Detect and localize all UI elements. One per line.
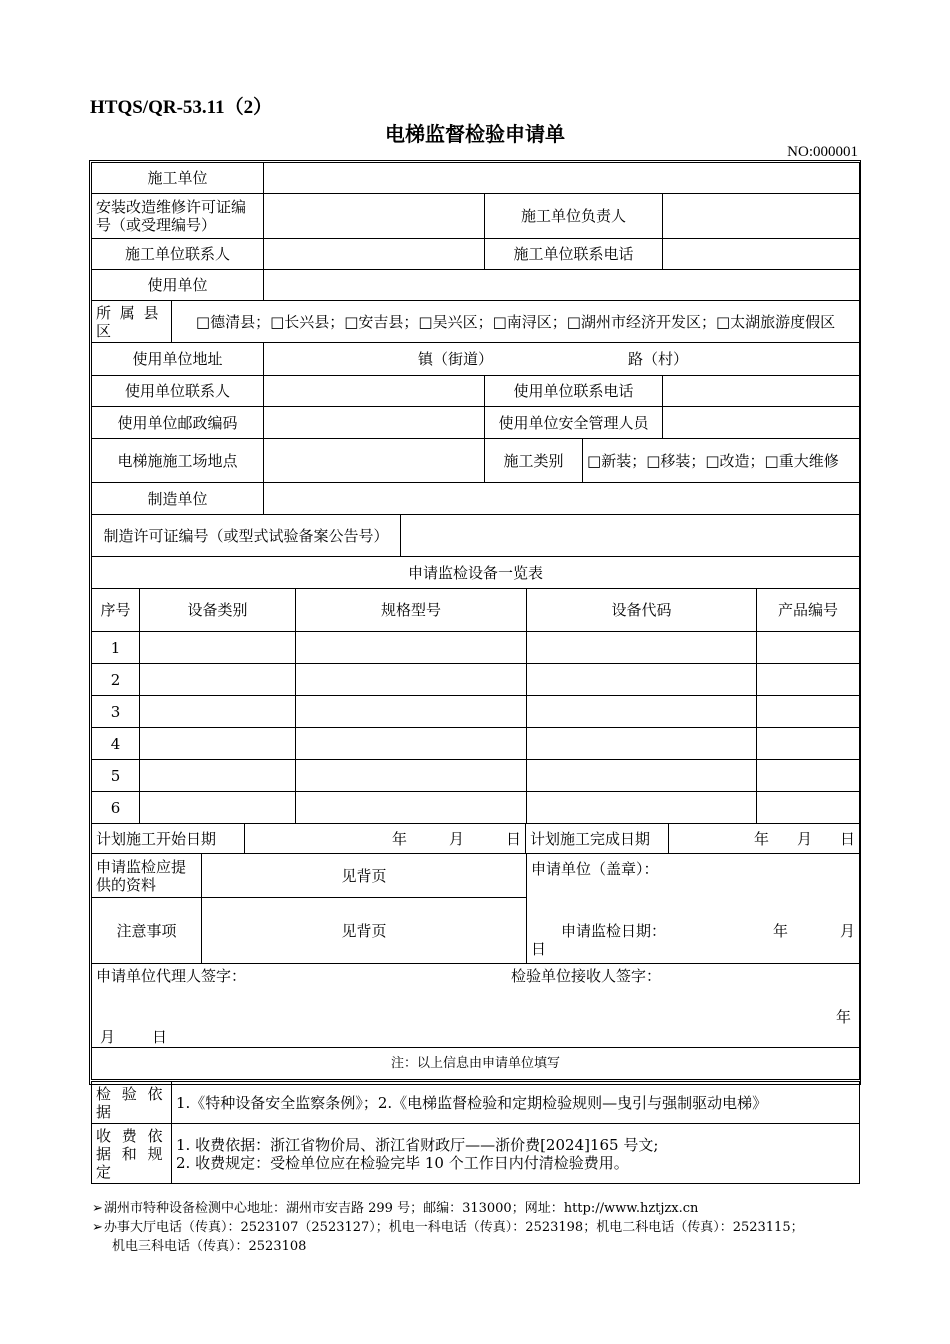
footer-line-2: 办事大厅电话（传真）：2523107（2523127）；机电一科电话（传真）：2523198；机电二科电话（传真）：2523115； — [104, 1220, 804, 1235]
table-row — [92, 792, 860, 824]
footer-phones-cont — [112, 1237, 306, 1256]
table-row — [92, 696, 860, 728]
fee-label: 收 费 依据 和 规定 — [92, 1124, 172, 1184]
manufacturer-label: 制造单位 — [92, 483, 264, 515]
row-code-cell[interactable] — [527, 760, 757, 792]
table-row — [92, 632, 860, 664]
row-product-cell[interactable] — [757, 696, 860, 728]
signature-table — [91, 963, 860, 1080]
equipment-table — [91, 588, 860, 824]
construction-leader-field[interactable] — [663, 194, 860, 239]
row-model-cell[interactable] — [296, 664, 527, 696]
row-code-cell[interactable] — [527, 632, 757, 664]
row-product-cell[interactable] — [757, 792, 860, 824]
apply-date-day: 日 — [531, 940, 547, 958]
table-row — [92, 664, 860, 696]
site-field[interactable] — [264, 439, 485, 483]
row-type-cell[interactable] — [140, 696, 296, 728]
materials-table — [91, 853, 860, 964]
dates-table — [91, 823, 860, 854]
plan-end-label: 计划施工完成日期 — [526, 824, 669, 854]
row-seq: 5 — [92, 760, 140, 792]
fee-line-1: 1. 收费依据：浙江省物价局、浙江省财政厅——浙价费[2024]165 号文; — [176, 1135, 659, 1154]
row-code-cell[interactable] — [527, 664, 757, 696]
county-label: 所 属 县区 — [92, 301, 172, 343]
work-type-label: 施工类别 — [485, 439, 583, 483]
row-model-cell[interactable] — [296, 792, 527, 824]
construction-contact-label: 施工单位联系人 — [92, 239, 264, 270]
signature-cell[interactable] — [92, 964, 860, 1048]
col-seq-header: 序号 — [92, 589, 140, 632]
user-safety-manager-field[interactable] — [663, 407, 860, 439]
user-unit-label: 使用单位 — [92, 270, 264, 301]
basis-label: 检 验 依据 — [92, 1082, 172, 1124]
row-seq: 6 — [92, 792, 140, 824]
row-seq: 1 — [92, 632, 140, 664]
materials-see-back: 见背页 — [202, 854, 527, 898]
construction-unit-field[interactable] — [264, 163, 860, 194]
footer-address — [92, 1199, 698, 1218]
user-postcode-field[interactable] — [264, 407, 485, 439]
row-seq: 4 — [92, 728, 140, 760]
materials-label: 申请监检应提供的资料 — [92, 854, 202, 898]
agent-sign-label: 申请单位代理人签字： — [96, 967, 247, 985]
notes-label: 注意事项 — [92, 898, 202, 964]
user-phone-field[interactable] — [663, 376, 860, 407]
user-unit-field[interactable] — [264, 270, 860, 301]
user-safety-manager-label: 使用单位安全管理人员 — [485, 407, 663, 439]
receiver-sign-label: 检验单位接收人签字： — [511, 967, 662, 985]
footer-line-1: 湖州市特种设备检测中心地址：湖州市安吉路 299 号；邮编：313000；网址：http://www.hztjzx.cn — [104, 1201, 699, 1216]
row-model-cell[interactable] — [296, 696, 527, 728]
page-title: 电梯监督检验申请单 — [385, 122, 565, 146]
construction-phone-field[interactable] — [663, 239, 860, 270]
apply-date-label: 申请监检日期： — [561, 922, 667, 940]
manufacture-license-field[interactable] — [401, 515, 860, 557]
row-type-cell[interactable] — [140, 792, 296, 824]
plan-end-year: 年 — [753, 829, 769, 848]
plan-end-field[interactable] — [669, 824, 860, 854]
address-town-label: 镇（街道） — [418, 350, 494, 368]
plan-start-month: 月 — [448, 829, 464, 848]
apply-date-year: 年 — [772, 922, 788, 940]
row-model-cell[interactable] — [296, 632, 527, 664]
row-product-cell[interactable] — [757, 632, 860, 664]
address-road-label: 路（村） — [628, 350, 689, 368]
table-row — [92, 760, 860, 792]
apply-date-month: 月 — [839, 922, 855, 940]
basis-text: 1.《特种设备安全监察条例》；2.《电梯监督检验和定期检验规则—曳引与强制驱动电梯》 — [172, 1082, 860, 1124]
col-type-header: 设备类别 — [140, 589, 296, 632]
fill-note: 注：以上信息由申请单位填写 — [92, 1048, 860, 1080]
footer-line-3: 机电三科电话（传真）：2523108 — [112, 1239, 307, 1254]
row-product-cell[interactable] — [757, 760, 860, 792]
row-type-cell[interactable] — [140, 760, 296, 792]
applicant-seal-cell[interactable] — [527, 854, 860, 964]
row-model-cell[interactable] — [296, 728, 527, 760]
construction-phone-label: 施工单位联系电话 — [485, 239, 663, 270]
row-model-cell[interactable] — [296, 760, 527, 792]
plan-start-day: 日 — [505, 829, 521, 848]
arrow-bullet-icon: ➢ — [92, 1201, 103, 1216]
plan-start-field[interactable] — [245, 824, 526, 854]
user-phone-label: 使用单位联系电话 — [485, 376, 663, 407]
construction-contact-field[interactable] — [264, 239, 485, 270]
apply-date-line — [531, 922, 855, 958]
plan-end-month: 月 — [796, 829, 812, 848]
footer-phones — [92, 1218, 804, 1237]
row-code-cell[interactable] — [527, 696, 757, 728]
col-model-header: 规格型号 — [296, 589, 527, 632]
row-seq: 2 — [92, 664, 140, 696]
fee-text — [172, 1124, 860, 1184]
license-no-label: 安装改造维修许可证编号（或受理编号） — [92, 194, 264, 239]
sign-month: 月 — [100, 1028, 116, 1046]
col-code-header: 设备代码 — [527, 589, 757, 632]
work-type-options[interactable]: □新装；□移装；□改造；□重大维修 — [583, 439, 860, 483]
license-no-field[interactable] — [264, 194, 485, 239]
site-label: 电梯施施工场地点 — [92, 439, 264, 483]
row-seq: 3 — [92, 696, 140, 728]
sign-year: 年 — [835, 1008, 851, 1026]
equipment-list-title: 申请监检设备一览表 — [92, 557, 860, 589]
user-contact-label: 使用单位联系人 — [92, 376, 264, 407]
basis-table — [91, 1081, 860, 1184]
applicant-seal-label: 申请单位（盖章）： — [531, 860, 659, 878]
row-product-cell[interactable] — [757, 664, 860, 696]
plan-start-year: 年 — [391, 829, 407, 848]
row-type-cell[interactable] — [140, 664, 296, 696]
sign-day: 日 — [152, 1028, 168, 1046]
plan-end-day: 日 — [839, 829, 855, 848]
manufacturer-field[interactable] — [264, 483, 860, 515]
notes-see-back: 见背页 — [202, 898, 527, 964]
user-postcode-label: 使用单位邮政编码 — [92, 407, 264, 439]
row-type-cell[interactable] — [140, 728, 296, 760]
row-code-cell[interactable] — [527, 792, 757, 824]
arrow-bullet-icon: ➢ — [92, 1220, 103, 1235]
user-address-label: 使用单位地址 — [92, 343, 264, 376]
construction-unit-label: 施工单位 — [92, 163, 264, 194]
form-number: NO:000001 — [787, 144, 858, 160]
row-type-cell[interactable] — [140, 632, 296, 664]
user-address-field[interactable] — [264, 343, 860, 376]
construction-leader-label: 施工单位负责人 — [485, 194, 663, 239]
table-row — [92, 728, 860, 760]
plan-start-label: 计划施工开始日期 — [92, 824, 245, 854]
manufacture-license-label: 制造许可证编号（或型式试验备案公告号） — [92, 515, 401, 557]
county-options[interactable]: □德清县；□长兴县；□安吉县；□吴兴区；□南浔区；□湖州市经济开发区；□太湖旅游度假区 — [172, 301, 860, 343]
user-contact-field[interactable] — [264, 376, 485, 407]
row-code-cell[interactable] — [527, 728, 757, 760]
info-table — [91, 162, 860, 589]
fee-line-2: 2. 收费规定：受检单位应在检验完毕 10 个工作日内付清检验费用。 — [176, 1153, 629, 1172]
form-code: HTQS/QR-53.11（2） — [90, 97, 273, 118]
col-product-no-header: 产品编号 — [757, 589, 860, 632]
row-product-cell[interactable] — [757, 728, 860, 760]
